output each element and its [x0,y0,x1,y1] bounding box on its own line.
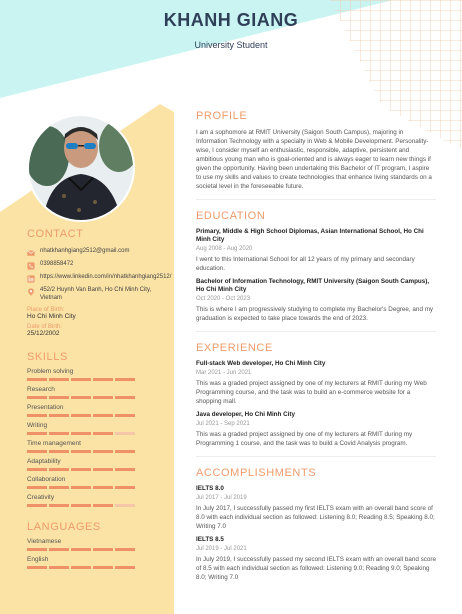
entry-description: In July 2017, I successfully passed my first IELTS exam with an overall band score of 8.0 with each individual section as followed: Listening 8.0; Reading 8.5; Speaking 8.0; Writing 7.0 [196,505,435,530]
level-segment [93,450,113,453]
skill-item [27,404,167,417]
level-segment [93,548,113,551]
level-segment [49,566,69,569]
level-segment [49,414,69,417]
date-of-birth-value: 25/12/2002 [27,330,60,337]
level-segment [71,396,91,399]
date-of-birth-label: Date of Birth: [27,324,63,330]
level-segment [71,504,91,507]
skill-name: Presentation [27,404,64,411]
divider [196,331,436,332]
profile-text: I am a sophomore at RMIT University (Saigon South Campus), majoring in Information Technology with a specialty in Web & Mobile Development. Personality-wise, I consider myself an enthusiastic, responsible, adaptive, persistent and ambitious young man who is goal-oriented and is always eager to learn new things if given the opportunity. Having been undertaking this Bachelor of IT program, I aspire to use my skills and values to create technologies that enhance living standards on a societal level in the foreseeable future. [196,129,432,190]
language-item [27,556,167,569]
level-segment [27,396,47,399]
level-segment [49,432,69,435]
level-segment [71,432,91,435]
accomplishments-list [196,485,436,582]
education-heading: EDUCATION [196,210,266,222]
profile-heading: PROFILE [196,110,248,122]
level-segment [27,432,47,435]
candidate-title: University Student [194,40,268,50]
skill-item [27,422,167,435]
linkedin-text: https://www.linkedin.com/in/nhatkhanhgiang2512/ [40,274,172,280]
level-segment [49,468,69,471]
experience-heading: EXPERIENCE [196,342,273,354]
level-segment [27,468,47,471]
divider [196,199,436,200]
level-segment [93,566,113,569]
entry-description: In July 2019, I successfully passed my second IELTS exam with an overall band score of 8.5 with each individual section as followed: Listening 9.0; Reading 9.0; Speaking 8.0; Writing 7.0 [196,556,436,581]
entry-description: I went to this International School for all 12 years of my primary and secondary education. [196,256,415,272]
education-entry [196,228,436,273]
entry-title: IELTS 8.5 [196,536,224,543]
skills-list [27,368,167,507]
entry-date: Mar 2021 - Jun 2021 [196,370,252,376]
skill-name: Time management [27,440,81,447]
entry-title: IELTS 8.0 [196,485,224,492]
level-bar [27,468,167,471]
skill-name: Writing [27,422,48,429]
level-segment [93,504,113,507]
level-segment [115,566,135,569]
contact-address [27,287,167,302]
level-segment [71,414,91,417]
level-segment [71,548,91,551]
level-segment [71,378,91,381]
phone-icon [27,262,35,270]
level-segment [115,504,135,507]
level-segment [27,548,47,551]
skill-name: Problem solving [27,368,74,375]
level-segment [27,504,47,507]
level-segment [115,378,135,381]
level-bar [27,486,167,489]
skill-name: Collaboration [27,476,66,483]
experience-list [196,360,436,448]
level-segment [93,378,113,381]
accomplishments-heading: ACCOMPLISHMENTS [196,467,317,479]
right-column [196,110,436,587]
accomplishments-entry [196,485,436,531]
divider [196,456,436,457]
level-segment [71,468,91,471]
level-segment [115,468,135,471]
entry-title: Primary, Middle & High School Diplomas, Asian International School, Ho Chi Minh City [196,228,424,243]
level-segment [93,414,113,417]
level-segment [49,486,69,489]
level-segment [49,450,69,453]
language-name: English [27,556,49,563]
contact-phone[interactable] [27,261,167,270]
language-name: Vietnamese [27,538,62,545]
entry-title: Java developer, Ho Chi Minh City [196,411,296,418]
contact-heading: CONTACT [27,228,84,240]
languages-list [27,538,167,569]
level-segment [49,504,69,507]
level-segment [71,486,91,489]
level-segment [115,432,135,435]
languages-heading: LANGUAGES [27,521,101,533]
level-segment [27,414,47,417]
level-segment [115,548,135,551]
place-of-birth-value: Ho Chi Minh City [27,313,76,320]
left-column [27,228,172,569]
email-text: nhatkhanhgiang2512@gmail.com [40,248,130,254]
level-segment [93,396,113,399]
skill-item [27,494,167,507]
experience-entry [196,411,436,448]
entry-date: Jul 2017 - Jul 2019 [196,495,247,501]
level-segment [27,450,47,453]
skill-name: Adaptability [27,458,61,465]
entry-description: This was a graded project assigned by one of my lecturers at RMIT during my Programming 1 course, and the task was to build a Covid Analysis program. [196,431,413,447]
skill-item [27,458,167,471]
skill-name: Creativity [27,494,55,501]
level-segment [49,396,69,399]
entry-title: Full-stack Web developer, Ho Chi Minh City [196,360,326,367]
address-text: 452/2 Huynh Van Banh, Ho Chi Minh City, Vietnam [40,287,152,301]
linkedin-icon [27,275,35,283]
level-segment [27,566,47,569]
level-bar [27,432,167,435]
level-segment [27,486,47,489]
skill-name: Research [27,386,55,393]
experience-entry [196,360,436,406]
accomplishments-entry [196,536,436,582]
level-segment [93,468,113,471]
phone-text: 0398858472 [40,261,74,267]
level-bar [27,548,167,551]
entry-date: Aug 2008 - Aug 2020 [196,246,253,252]
candidate-name: KHANH GIANG [163,10,299,30]
skill-item [27,368,167,381]
level-segment [49,548,69,551]
level-segment [115,486,135,489]
mail-icon [27,249,35,257]
level-segment [115,414,135,417]
level-segment [93,486,113,489]
education-list [196,228,436,323]
avatar [27,114,135,222]
entry-date: Jul 2021 - Sep 2021 [196,421,250,427]
entry-date: Oct 2020 - Oct 2023 [196,296,251,302]
level-bar [27,504,167,507]
language-item [27,538,167,551]
profile-photo-icon [29,116,133,220]
location-pin-icon [27,288,35,296]
level-bar [27,414,167,417]
contact-email[interactable] [27,248,167,257]
skill-item [27,386,167,399]
level-segment [93,432,113,435]
entry-description: This is where I am progressively studying to complete my Bachelor's Degree, and my graduation is expected to take place towards the end of 2023. [196,306,434,322]
level-segment [49,378,69,381]
level-segment [27,378,47,381]
level-bar [27,378,167,381]
entry-description: This was a graded project assigned by one of my lecturers at RMIT during my Web Programming course, and the task was to build an e-commerce website for a shopping mall. [196,380,427,405]
level-segment [115,450,135,453]
place-of-birth-label: Place of Birth: [27,307,65,313]
skill-item [27,440,167,453]
level-bar [27,566,167,569]
entry-title: Bachelor of Information Technology, RMIT University (Saigon South Campus), Ho Chi Minh City [196,278,430,293]
education-entry [196,278,436,323]
skill-item [27,476,167,489]
level-bar [27,450,167,453]
entry-date: Jul 2019 - Jul 2021 [196,546,247,552]
skills-heading: SKILLS [27,351,68,363]
level-segment [71,566,91,569]
contact-linkedin[interactable] [27,274,172,283]
level-segment [71,450,91,453]
level-segment [115,396,135,399]
level-bar [27,396,167,399]
